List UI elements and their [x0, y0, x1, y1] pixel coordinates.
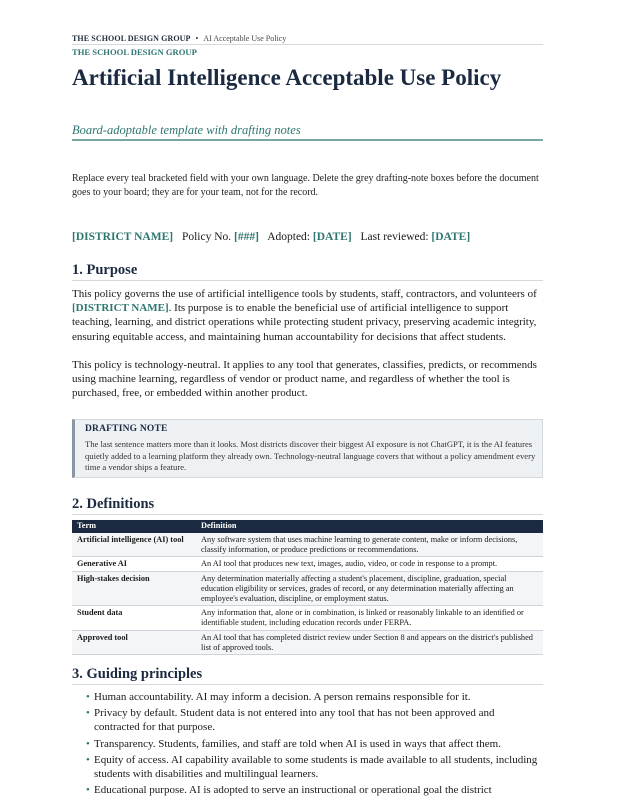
- definition-cell: Any software system that uses machine learning to generate content, make or inform decisions, classify information, or produce predictions or recommendations.: [196, 533, 543, 557]
- column-header-term: Term: [72, 520, 196, 533]
- section-divider-definitions: [72, 514, 543, 515]
- section-divider-principles: [72, 684, 543, 685]
- term-cell: Artificial intelligence (AI) tool: [72, 533, 196, 557]
- definition-cell: Any determination materially affecting a student's placement, discipline, graduation, special education eligibility or services, grades of record, or any determination materially affecting an employee's evaluation, discipline, or employment status.: [196, 571, 543, 606]
- principles-list: [86, 690, 543, 796]
- definition-cell: An AI tool that produces new text, images, audio, video, or code in response to a prompt.: [196, 557, 543, 571]
- column-header-definition: Definition: [196, 520, 543, 533]
- drafting-note-body: The last sentence matters more than it looks. Most districts discover their biggest AI exposure is not ChatGPT, it is the AI features quietly added to a learning platform they already own. Technology-neutral language covers that without a policy amendment every time a vendor ships a feature.: [85, 439, 536, 473]
- district-name-field: [DISTRICT NAME]: [72, 231, 174, 243]
- purpose-text-a: This policy governs the use of artificial intelligence tools by students, staff, contractors, and volunteers of: [72, 288, 537, 300]
- bullet-icon: •: [86, 753, 90, 766]
- drafting-note-heading: DRAFTING NOTE: [85, 424, 168, 434]
- term-cell: Student data: [72, 606, 196, 630]
- purpose-paragraph-2: This policy is technology-neutral. It applies to any tool that generates, classifies, predicts, or recommends using machine learning, regardless of vendor or product name, and regardless of whether the tool is purchased, free, or embedded within another product.: [72, 359, 537, 400]
- definitions-table: [72, 520, 543, 655]
- bullet-icon: •: [86, 737, 90, 750]
- bullet-icon: •: [86, 707, 90, 720]
- intro-paragraph: Replace every teal bracketed field with your own language. Delete the grey drafting-note boxes before the document goes to your board; they are for your team, not for the record.: [72, 173, 539, 198]
- term-cell: Generative AI: [72, 557, 196, 571]
- purpose-text-b: . Its purpose is to enable the beneficial use of artificial intelligence to support teaching, learning, and district operations while protecting student privacy, preserving academic integrity, ensuring equitable access, and maintaining human accountability for decisions that affect students.: [72, 302, 537, 343]
- running-header: [72, 34, 286, 43]
- definition-cell: Any information that, alone or in combination, is linked or reasonably linkable to an identified or identifiable student, including education records under FERPA.: [196, 606, 543, 630]
- policy-meta-line: [72, 231, 470, 243]
- term-cell: High-stakes decision: [72, 571, 196, 606]
- running-header-separator: •: [195, 34, 199, 43]
- section-heading-purpose: 1. Purpose: [72, 262, 138, 278]
- purpose-paragraph-1: [72, 287, 543, 344]
- table-row: [72, 571, 543, 606]
- section-heading-definitions: 2. Definitions: [72, 496, 155, 512]
- last-reviewed-label: Last reviewed:: [360, 231, 429, 243]
- last-reviewed-date-field: [DATE]: [431, 231, 471, 243]
- table-row: [72, 557, 543, 571]
- table-row: [72, 606, 543, 630]
- purpose-district-field: [DISTRICT NAME]: [72, 302, 169, 315]
- title-divider: [72, 139, 543, 141]
- drafting-note-box: [72, 419, 543, 478]
- list-item: • Human accountability. AI may inform a decision. A person remains responsible for it.: [86, 691, 471, 703]
- header-divider: [72, 44, 543, 45]
- table-row: [72, 533, 543, 557]
- definition-cell: An AI tool that has completed district review under Section 8 and appears on the district's published list of approved tools.: [196, 630, 543, 654]
- list-item: • Transparency. Students, families, and staff are told when AI is used in ways that affect them.: [86, 737, 501, 750]
- list-item: • Equity of access. AI capability available to some students is made available to all students, including students with disabilities and multilingual learners.: [86, 753, 538, 781]
- list-item: • Privacy by default. Student data is not entered into any tool that has not been approved and contracted for that purpose.: [86, 707, 495, 734]
- org-label: THE SCHOOL DESIGN GROUP: [72, 47, 197, 57]
- document-title: Artificial Intelligence Acceptable Use Policy: [72, 65, 502, 90]
- policy-number-field: [###]: [234, 231, 259, 243]
- running-header-doc-title: AI Acceptable Use Policy: [203, 34, 287, 43]
- running-header-org: THE SCHOOL DESIGN GROUP: [72, 34, 191, 43]
- list-item: • Educational purpose. AI is adopted to serve an instructional or operational goal the district: [86, 784, 492, 796]
- section-heading-principles: 3. Guiding principles: [72, 666, 203, 682]
- term-cell: Approved tool: [72, 630, 196, 654]
- adopted-label: Adopted:: [267, 231, 311, 243]
- bullet-icon: •: [86, 691, 90, 703]
- policy-number-label: Policy No.: [181, 231, 232, 243]
- section-divider-purpose: [72, 280, 543, 281]
- bullet-icon: •: [86, 784, 90, 796]
- definitions-table-header: [72, 520, 543, 533]
- document-subtitle: Board-adoptable template with drafting notes: [72, 123, 301, 137]
- table-row: [72, 630, 543, 654]
- adopted-date-field: [DATE]: [312, 231, 352, 243]
